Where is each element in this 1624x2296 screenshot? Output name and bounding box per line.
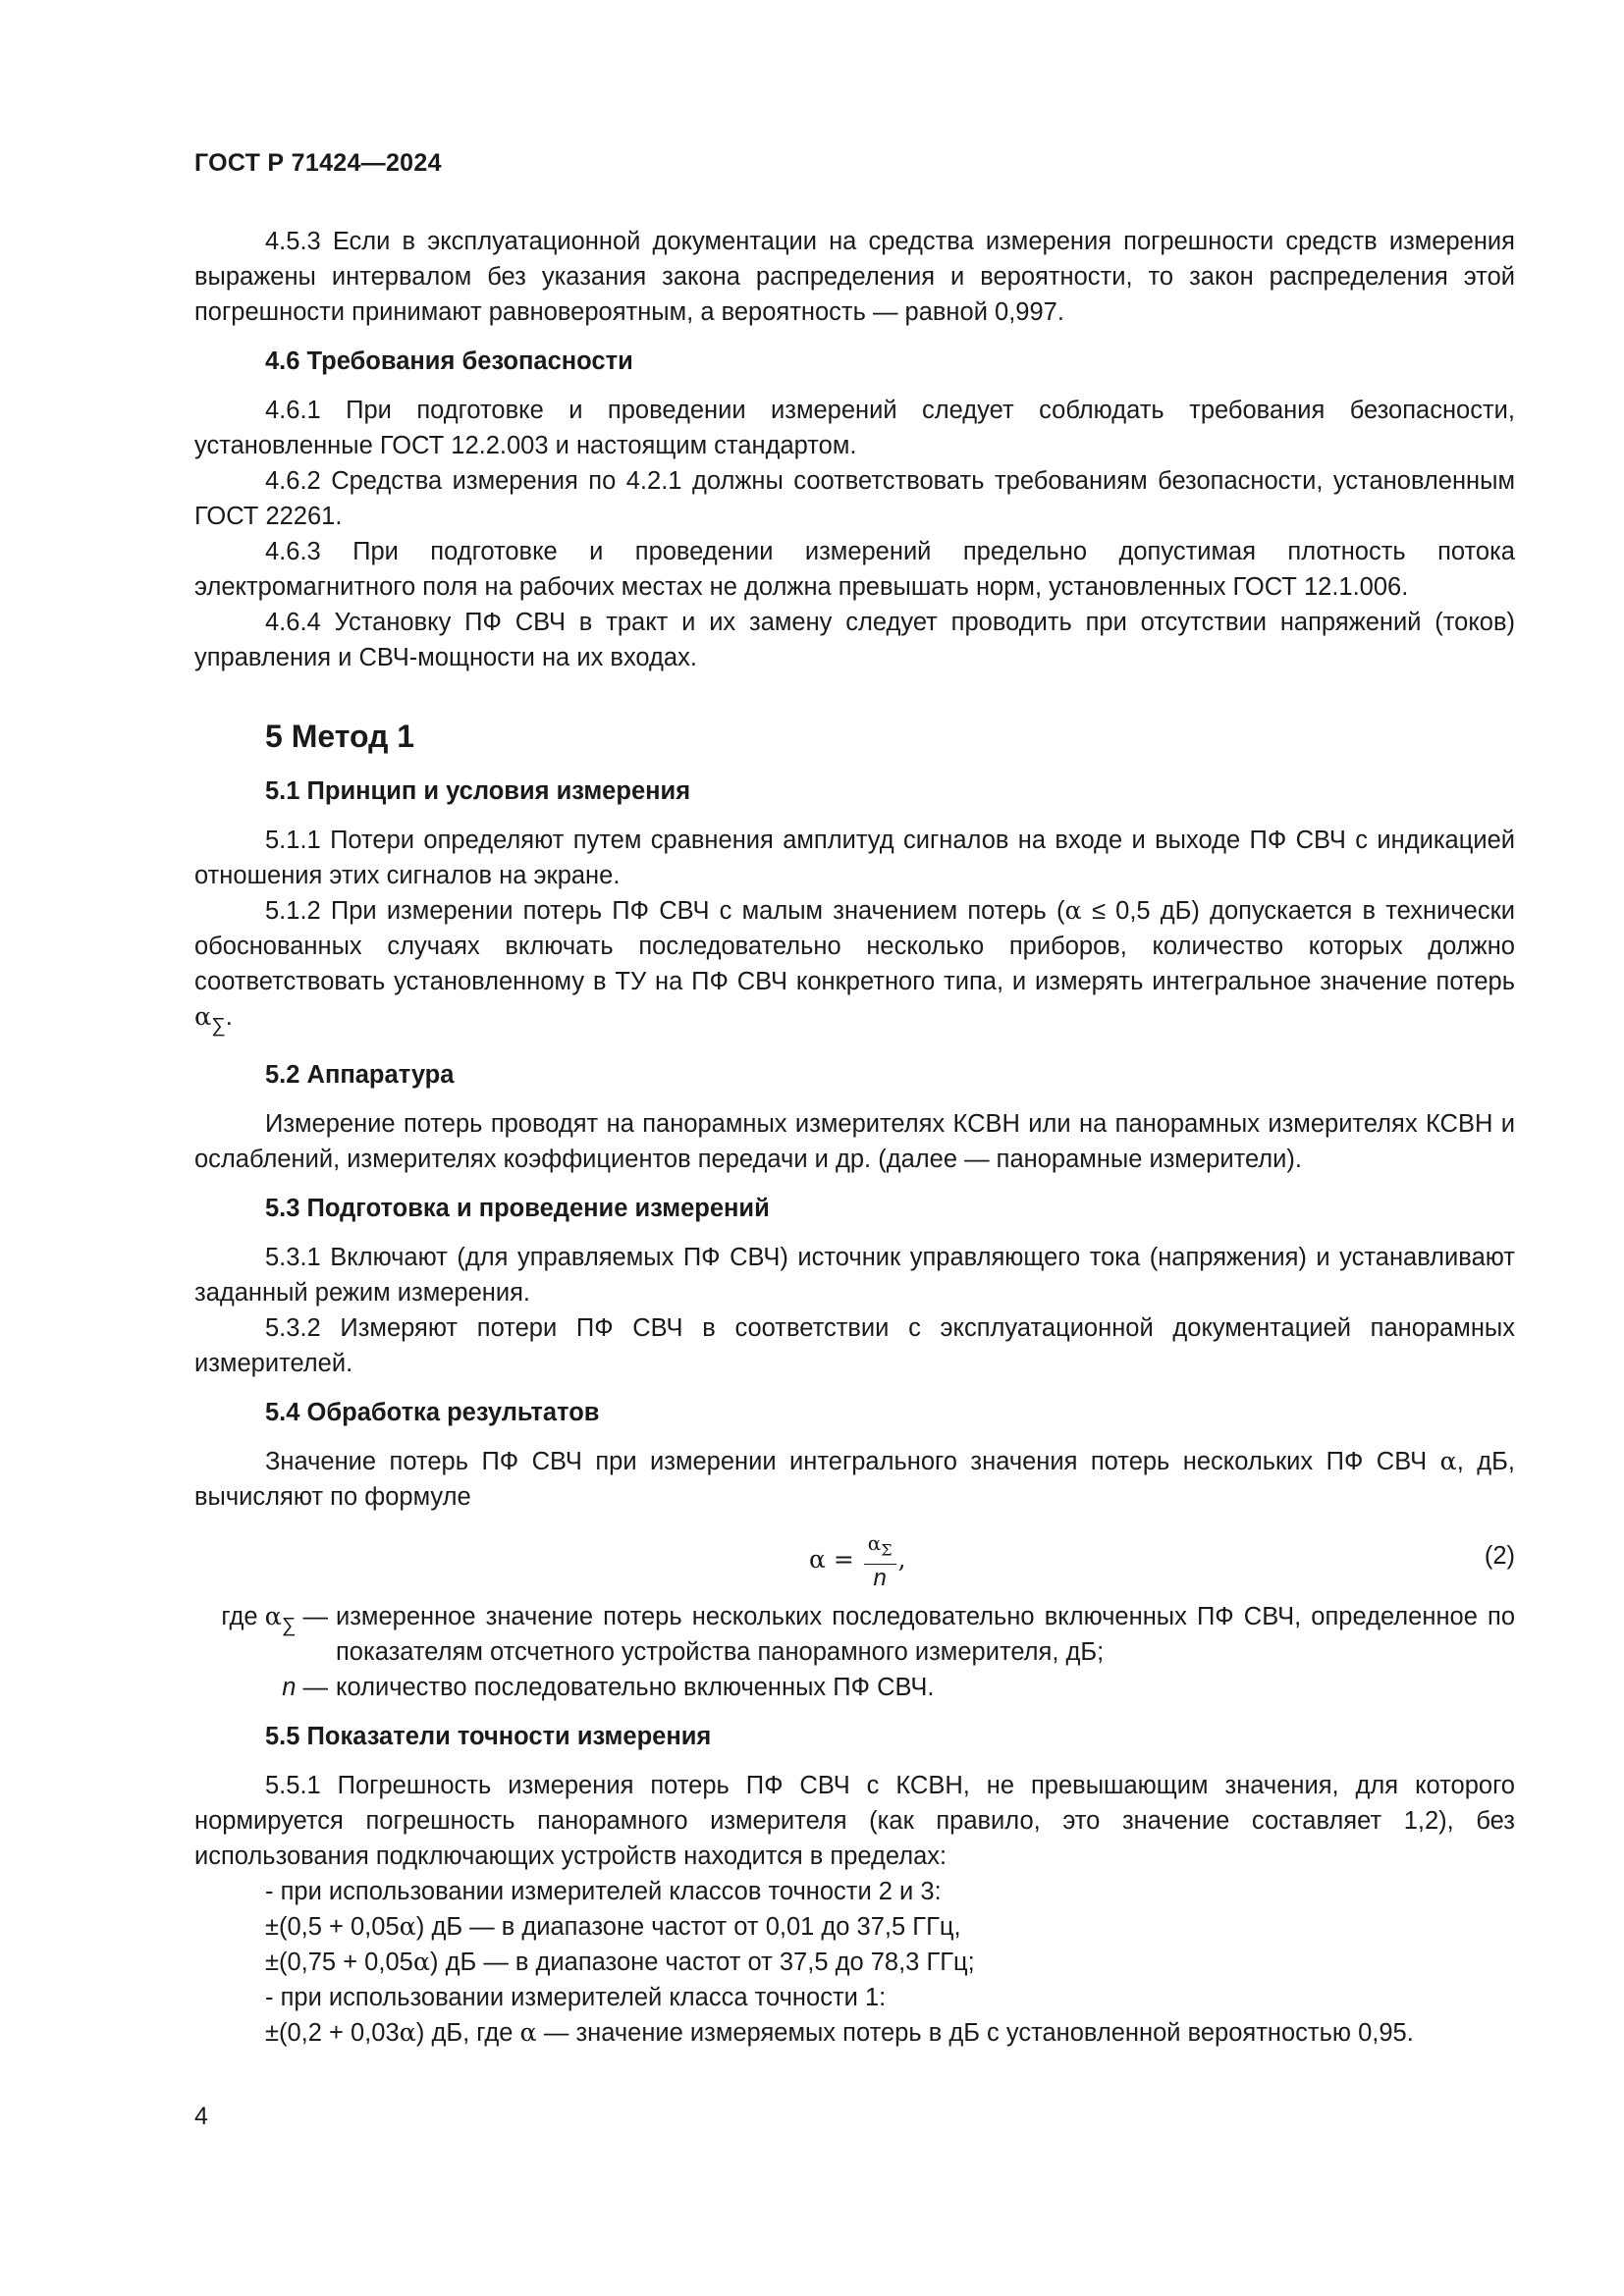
alpha-symbol: α	[1439, 1447, 1457, 1477]
sigma-subscript: ∑	[211, 1015, 226, 1038]
list-item: ±(0,2 + 0,03α) дБ, где α — значение измеряемых потерь в дБ с установленной вероятностью 0,95.	[265, 2018, 1414, 2049]
section-heading-5-4: 5.4 Обработка результатов	[265, 1399, 600, 1427]
paragraph-4-6-1: 4.6.1 При подготовке и проведении измерений следует соблюдать требования безопасности, установленные ГОСТ 12.2.003 и настоящим стандартом.	[194, 397, 1515, 459]
section-heading-5-2: 5.2 Аппаратура	[265, 1061, 455, 1090]
formula-numerator: $\alpha_\Sigma$	[864, 1530, 896, 1565]
formula-denominator: n	[873, 1564, 887, 1591]
section-heading-5-1: 5.1 Принцип и условия измерения	[265, 777, 691, 805]
formula-lhs: α =	[809, 1544, 854, 1574]
paragraph-4-6-4: 4.6.4 Установку ПФ СВЧ в тракт и их замену следует проводить при отсутствии напряжений (токов) управления и СВЧ-мощности на их входах.	[194, 609, 1515, 671]
list-item: ±(0,5 + 0,05α) дБ — в диапазоне частот от 0,01 до 37,5 ГГц,	[265, 1912, 961, 1943]
paragraph-5-4: Значение потерь ПФ СВЧ при измерении интегрального значения потерь нескольких ПФ СВЧ α, дБ, вычисляют по формуле	[194, 1447, 1515, 1512]
chapter-heading-5: 5 Метод 1	[265, 719, 415, 754]
page-header: ГОСТ Р 71424—2024	[194, 149, 442, 177]
page-number: 4	[194, 2103, 208, 2130]
paragraph-4-6-3: 4.6.3 При подготовке и проведении измерений предельно допустимая плотность потока электромагнитного поля на рабочих местах не должна превышать норм, установленных ГОСТ 12.1.006.	[194, 538, 1515, 601]
list-item: - при использовании измерителей классов точности 2 и 3:	[265, 1878, 942, 1906]
formula-number: (2)	[1484, 1542, 1515, 1571]
formula-2	[194, 1526, 1515, 1589]
section-heading-5-5: 5.5 Показатели точности измерения	[265, 1723, 712, 1751]
list-item: - при использовании измерителей класса точности 1:	[265, 1984, 887, 2012]
legend-row-alpha-sum: где $\alpha_\sum$ — измеренное значение потерь нескольких последовательно включенных ПФ СВЧ, определенное по показателям отсчетного устройства панорамного измерителя, дБ;	[221, 1602, 1515, 1667]
document-body	[194, 224, 1515, 2051]
formula-legend	[194, 1599, 1515, 1705]
paragraph-5-5-1: 5.5.1 Погрешность измерения потерь ПФ СВЧ с КСВН, не превышающим значения, для которого нормируется погрешность панорамного измерителя (как правило, это значение составляет 1,2), без использования подключающих устройств находится в пределах:	[194, 1772, 1515, 1871]
legend-row-n: n — количество последовательно включенных ПФ СВЧ.	[282, 1674, 935, 1702]
paragraph-5-3-2: 5.3.2 Измеряют потери ПФ СВЧ в соответствии с эксплуатационной документацией панорамных измерителей.	[194, 1314, 1515, 1378]
paragraph-4-6-2: 4.6.2 Средства измерения по 4.2.1 должны соответствовать требованиям безопасности, установленным ГОСТ 22261.	[194, 467, 1515, 530]
section-heading-5-3: 5.3 Подготовка и проведение измерений	[265, 1195, 770, 1223]
paragraph-5-3-1: 5.3.1 Включают (для управляемых ПФ СВЧ) источник управляющего тока (напряжения) и устанавливают заданный режим измерения.	[194, 1244, 1515, 1308]
list-item: ±(0,75 + 0,05α) дБ — в диапазоне частот от 37,5 до 78,3 ГГц;	[265, 1948, 975, 1978]
formula-expression: α = $\frac{\alpha_\Sigma}{n}$ ,	[809, 1531, 906, 1591]
paragraph-5-1-2: 5.1.2 При измерении потерь ПФ СВЧ с малым значением потерь (α ≤ 0,5 дБ) допускается в технически обоснованных случаях включать последовательно несколько приборов, количество которых должно соответствовать установленному в ТУ на ПФ СВЧ конкретного типа, и измерять интегральное значение потерь $\alpha_\sum$.	[194, 896, 1515, 1038]
section-heading-4-6: 4.6 Требования безопасности	[265, 347, 633, 375]
paragraph-5-2: Измерение потерь проводят на панорамных измерителях КСВН или на панорамных измерителях КСВН и ослаблений, измерителях коэффициентов передачи и др. (далее — панорамные измерители).	[194, 1110, 1515, 1174]
alpha-symbol: α	[1064, 896, 1082, 926]
alpha-symbol: α	[194, 1002, 212, 1032]
paragraph-5-1-1: 5.1.1 Потери определяют путем сравнения амплитуд сигналов на входе и выходе ПФ СВЧ с индикацией отношения этих сигналов на экране.	[194, 827, 1515, 889]
formula-fraction	[864, 1530, 896, 1592]
paragraph-4-5-3: 4.5.3 Если в эксплуатационной документации на средства измерения погрешности средств измерения выражены интервалом без указания закона распределения и вероятности, то закон распределения этой погрешности принимают равновероятным, а вероятность — равной 0,997.	[194, 228, 1515, 326]
